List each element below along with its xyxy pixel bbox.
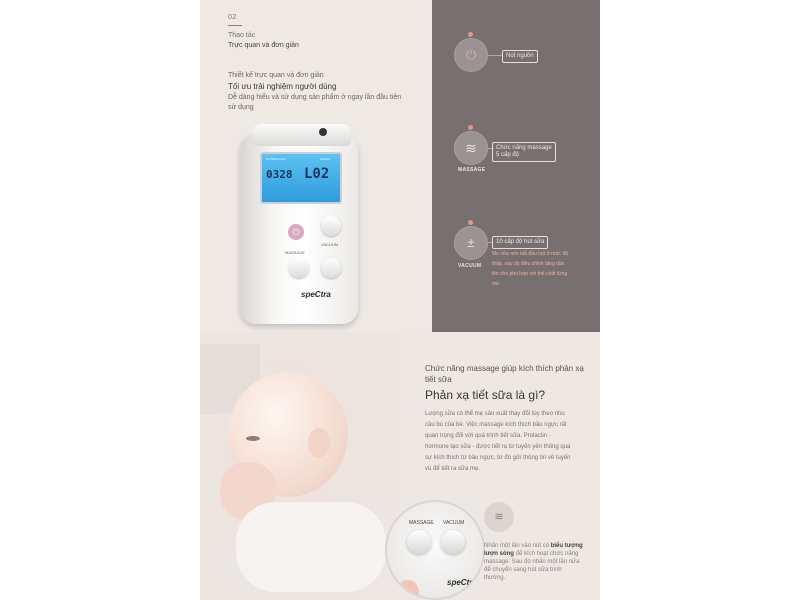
baby-eye xyxy=(246,436,260,441)
massage-instruction xyxy=(484,542,584,582)
intro-description: Dễ dàng hiểu và sử dụng sản phẩm ở ngay lần đầu tiên sử dụng xyxy=(228,94,402,111)
pump-massage-label: MASSAGE xyxy=(285,250,305,255)
note-prefix: Nhấn một lần vào nút có xyxy=(484,543,551,549)
pump-button-top-right xyxy=(321,216,341,236)
pump-top-cap xyxy=(253,124,351,146)
wave-icon: ≋ xyxy=(484,502,514,532)
pump-lcd-screen xyxy=(260,152,342,204)
baby-photo xyxy=(200,332,400,600)
product-page xyxy=(200,0,600,600)
vacuum-tag: 10 cấp độ hút sữa xyxy=(492,236,548,249)
plus-minus-icon: ± xyxy=(467,235,475,250)
screen-level: L02 xyxy=(304,166,330,182)
section-divider xyxy=(228,25,242,26)
pump-port xyxy=(319,128,327,136)
intro-heading: Tối ưu trải nghiệm người dùng xyxy=(228,82,337,91)
let-down-intro: Chức năng massage giúp kích thích phản xạ tiết sữa xyxy=(425,364,584,384)
power-control-circle xyxy=(454,38,488,72)
finger xyxy=(397,580,419,600)
screen-time: 0328 xyxy=(266,168,293,181)
pump-power-button: ⏻ xyxy=(288,224,304,240)
massage-caption: MASSAGE xyxy=(458,167,486,173)
power-connector xyxy=(488,55,502,56)
section-number: 02 xyxy=(228,14,237,21)
note-suffix: để kích hoạt chức năng massage. Sau đó nhấn một lần nữa để chuyển sang hút sữa bình thường. xyxy=(484,551,580,581)
massage-control-circle xyxy=(454,131,488,165)
massage-tag: Chức năng massage 5 cấp độ xyxy=(492,142,556,162)
breast-pump-image xyxy=(237,120,361,326)
controls-panel xyxy=(432,0,600,332)
closeup-vacuum-label: VACUUM xyxy=(443,520,465,526)
pump-vacuum-label: VACUUM xyxy=(321,242,339,247)
let-down-text-block xyxy=(425,363,585,475)
pump-massage-button xyxy=(289,258,309,278)
let-down-section xyxy=(200,332,600,600)
let-down-heading: Phản xạ tiết sữa là gì? xyxy=(425,388,546,402)
vacuum-control-circle xyxy=(454,226,488,260)
vacuum-caption: VACUUM xyxy=(458,263,482,269)
pump-vacuum-button xyxy=(321,258,341,278)
power-marker-dot xyxy=(468,32,473,37)
vacuum-marker-dot xyxy=(468,220,473,225)
section-subtitle: Trực quan và đơn giản xyxy=(228,42,299,49)
baby-body xyxy=(236,502,386,592)
power-tag: Nút nguồn xyxy=(502,50,538,63)
closeup-logo: speCtra xyxy=(447,578,477,587)
intro-block xyxy=(228,71,428,113)
massage-marker-dot xyxy=(468,125,473,130)
note-bold: biểu tượng lượn sóng xyxy=(484,543,583,557)
wave-icon: ≋ xyxy=(465,140,477,156)
vacuum-description: Mẹ sữa nên bắt đầu hút ở mức độ thấp, sau đó điều chỉnh tăng dần lên cho phù hợp với thể chất từng mẹ xyxy=(492,251,569,287)
operation-section xyxy=(200,0,600,332)
screen-mode-right: SCHED xyxy=(320,157,331,161)
screen-mode-left: EXPRESSION xyxy=(266,157,286,161)
pump-logo: speCtra xyxy=(301,290,331,299)
power-icon: ⏻ xyxy=(465,47,477,62)
baby-ear xyxy=(308,428,330,458)
let-down-body: Lượng sữa có thể mẹ sản xuất thay đổi tùy theo nhu cầu bú của bé. Việc massage kích thích bầu ngực rất quan trọng đối với quá trình tiết sữa. Prolactin - hormone tạo sữa - được tiết ra từ tuyến yên thông qua sự kích thích từ bầu ngực, từ đó gửi thông tin về tuyến vú để tiết ra sữa mẹ. xyxy=(425,411,571,472)
button-closeup-image xyxy=(385,500,485,600)
closeup-vacuum-button xyxy=(441,530,465,554)
closeup-massage-button xyxy=(407,530,431,554)
closeup-massage-label: MASSAGE xyxy=(409,520,434,526)
section-title: Thao tác xyxy=(228,32,256,39)
intro-small: Thiết kế trực quan và đơn giản xyxy=(228,72,324,79)
